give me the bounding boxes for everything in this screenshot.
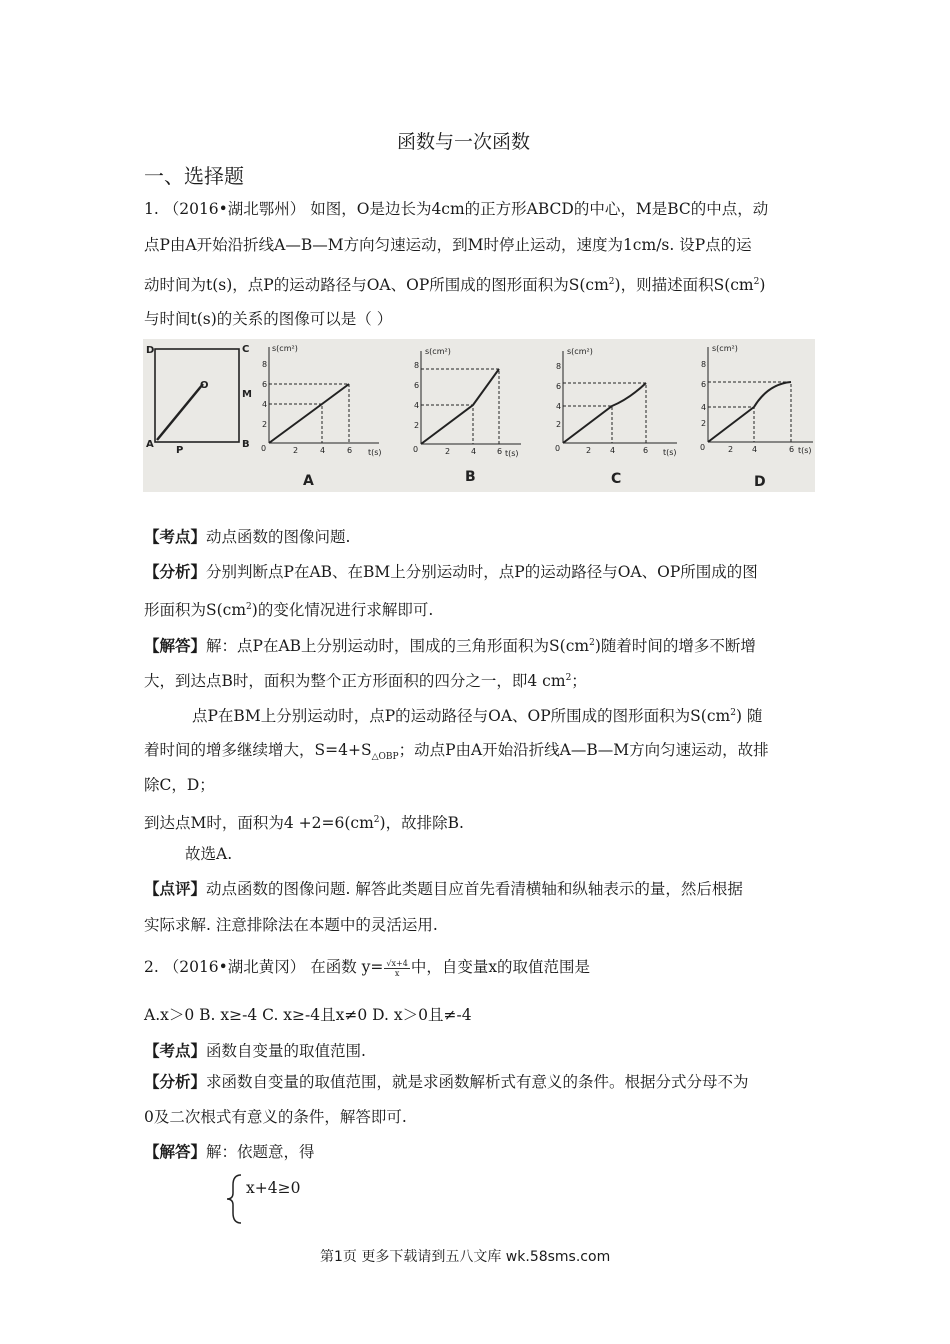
svg-text:0: 0 bbox=[700, 443, 706, 452]
label-c: C bbox=[242, 344, 250, 355]
svg-text:2: 2 bbox=[556, 420, 562, 429]
q1-fenxi-line1: 【分析】分别判断点P在AB、在BM上分别运动时，点P的运动路径与OA、OP所围成的图 bbox=[144, 562, 758, 581]
q1-figure-svg bbox=[143, 339, 815, 492]
q1-dianping-line1: 【点评】动点函数的图像问题. 解答此类题目应首先看清横轴和纵轴表示的量，然后根据 bbox=[144, 879, 743, 898]
q1-jieda-line3: 点P在BM上分别运动时，点P的运动路径与OA、OP所围成的图形面积为$S(cm^2)$ 随 bbox=[192, 707, 763, 725]
q2-line1: 2. （2016•湖北黄冈） 在函数 y= $\frac{√x+4}{x}$ 中，自变量x的取值范围是 bbox=[144, 958, 591, 978]
q1-line4: 与时间t(s)的关系的图像可以是（ ） bbox=[144, 310, 393, 328]
q1-line2: 点P由A开始沿折线A—B—M方向匀速运动，到M时停止运动，速度为1cm/s. 设P点的运 bbox=[144, 236, 752, 254]
q2-options: A.x＞0 B. x≥-4 C. x≥-4且x≠0 D. x＞0且≠-4 bbox=[144, 1006, 472, 1024]
graph-c bbox=[563, 351, 677, 443]
q1-figure bbox=[143, 339, 815, 492]
label-b: B bbox=[242, 439, 250, 450]
svg-text:2: 2 bbox=[262, 420, 268, 429]
graph-a bbox=[269, 347, 379, 443]
label-o: O bbox=[200, 380, 209, 391]
q1-jieda-line2: 大，到达点B时，面积为整个正方形面积的四分之一，即4 $cm^2$； bbox=[144, 672, 587, 690]
svg-text:6: 6 bbox=[347, 446, 353, 455]
svg-text:2: 2 bbox=[701, 419, 707, 428]
square-diagram bbox=[155, 349, 239, 442]
q1-jieda-line5: 除C，D； bbox=[144, 776, 215, 794]
section-heading: 一、选择题 bbox=[144, 164, 244, 188]
q1-line1: 1. （2016•湖北鄂州） 如图，O是边长为4cm的正方形ABCD的中心，M是BC的中点，动 bbox=[144, 200, 769, 218]
svg-text:6: 6 bbox=[701, 380, 707, 389]
graph-d-x-label: t(s) bbox=[798, 446, 812, 455]
svg-text:6: 6 bbox=[497, 447, 503, 456]
graph-a-x-label: t(s) bbox=[368, 448, 382, 457]
graph-d-y-label: s(cm²) bbox=[712, 344, 738, 353]
page-title: 函数与一次函数 bbox=[397, 131, 531, 153]
svg-text:2: 2 bbox=[586, 446, 592, 455]
svg-text:8: 8 bbox=[701, 360, 707, 369]
graph-b bbox=[421, 351, 521, 444]
svg-text:8: 8 bbox=[556, 362, 562, 371]
svg-text:6: 6 bbox=[789, 445, 795, 454]
svg-text:6: 6 bbox=[643, 446, 649, 455]
graph-c-label: C bbox=[611, 471, 622, 487]
svg-text:8: 8 bbox=[262, 360, 268, 369]
svg-text:6: 6 bbox=[556, 382, 562, 391]
q1-dianping-line2: 实际求解. 注意排除法在本题中的灵活运用. bbox=[144, 916, 438, 934]
graph-c-y-label: s(cm²) bbox=[567, 347, 593, 356]
q2-fenxi-line1: 【分析】求函数自变量的取值范围，就是求函数解析式有意义的条件。根据分式分母不为 bbox=[144, 1072, 749, 1091]
system-inequality-1: x+4≥0 bbox=[246, 1179, 301, 1197]
svg-text:2: 2 bbox=[445, 447, 451, 456]
svg-text:6: 6 bbox=[414, 381, 420, 390]
q1-kaodian: 【考点】动点函数的图像问题. bbox=[144, 527, 351, 546]
svg-text:2: 2 bbox=[293, 446, 299, 455]
label-a: A bbox=[146, 439, 154, 450]
q1-jieda-line1: 【解答】解：点P在AB上分别运动时，围成的三角形面积为$S(cm^2)$随着时间的增多不断增 bbox=[144, 636, 756, 655]
q1-jieda-line4: 着时间的增多继续增大，$S=4+S_{\triangle OBP}$；动点P由A开始沿折线A—B—M方向匀速运动，故排 bbox=[144, 741, 769, 763]
q2-fenxi-line2: 0及二次根式有意义的条件，解答即可. bbox=[144, 1108, 407, 1126]
q1-answer: 故选A. bbox=[185, 845, 233, 863]
label-m: M bbox=[242, 389, 252, 400]
svg-text:2: 2 bbox=[414, 421, 420, 430]
graph-a-y-label: s(cm²) bbox=[272, 344, 298, 353]
graph-c-x-label: t(s) bbox=[663, 448, 677, 457]
graph-d-label: D bbox=[754, 474, 766, 490]
svg-text:0: 0 bbox=[555, 444, 561, 453]
svg-text:4: 4 bbox=[701, 403, 707, 412]
svg-text:4: 4 bbox=[556, 402, 562, 411]
svg-text:4: 4 bbox=[471, 447, 477, 456]
svg-text:4: 4 bbox=[752, 445, 758, 454]
svg-text:8: 8 bbox=[414, 361, 420, 370]
q2-fraction: $\frac{√x+4}{x}$ bbox=[386, 958, 408, 978]
segment-ao bbox=[157, 384, 203, 440]
q2-kaodian: 【考点】函数自变量的取值范围. bbox=[144, 1041, 366, 1060]
svg-text:4: 4 bbox=[414, 401, 420, 410]
q1-jieda-line6: 到达点M时，面积为$4 +2=6(cm^2)$，故排除B. bbox=[144, 814, 464, 832]
label-d: D bbox=[146, 345, 155, 356]
svg-text:6: 6 bbox=[262, 380, 268, 389]
q2-jieda-line1: 【解答】解：依题意，得 bbox=[144, 1142, 315, 1161]
graph-a-origin: 0 bbox=[261, 444, 267, 453]
graph-b-x-label: t(s) bbox=[505, 449, 519, 458]
svg-text:2: 2 bbox=[728, 445, 734, 454]
label-p: P bbox=[176, 445, 184, 456]
svg-text:4: 4 bbox=[320, 446, 326, 455]
svg-text:4: 4 bbox=[610, 446, 616, 455]
graph-d bbox=[708, 347, 813, 442]
svg-text:4: 4 bbox=[262, 400, 268, 409]
graph-b-label: B bbox=[465, 469, 476, 485]
page-footer: 第1页 更多下载请到五八文库 wk.58sms.com bbox=[320, 1249, 611, 1265]
graph-a-label: A bbox=[303, 473, 314, 489]
svg-text:0: 0 bbox=[413, 445, 419, 454]
q1-fenxi-line2: 形面积为$S(cm^2)$的变化情况进行求解即可. bbox=[144, 601, 434, 619]
system-brace bbox=[225, 1173, 245, 1229]
q1-line3: 动时间为t(s)，点P的运动路径与OA、OP所围成的图形面积为$S(cm^2)$，则描述面积$S(cm^2)$ bbox=[144, 276, 766, 294]
graph-b-y-label: s(cm²) bbox=[425, 347, 451, 356]
